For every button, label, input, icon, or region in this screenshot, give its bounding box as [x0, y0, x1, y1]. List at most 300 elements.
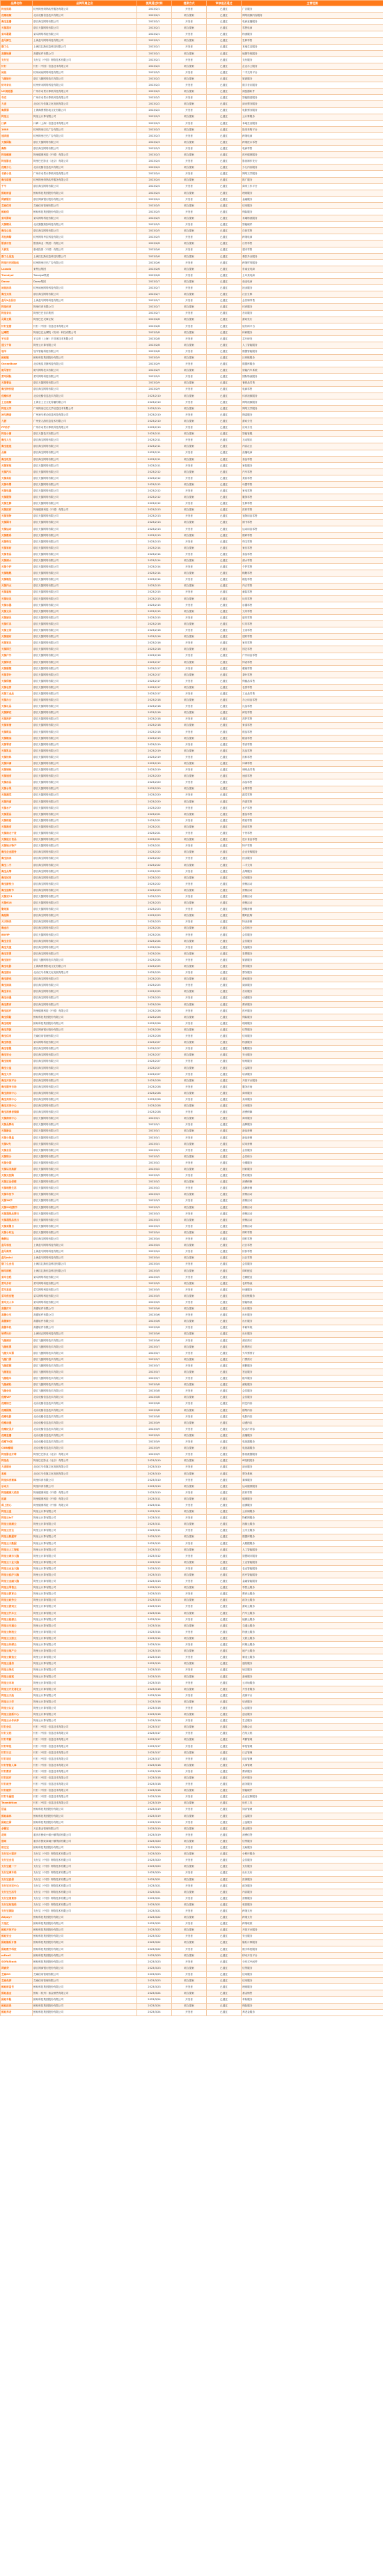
cell-company: 浙江天猫网络有限公司: [33, 25, 137, 31]
cell-status: 已通过: [207, 1882, 242, 1889]
cell-company: 广州阿里巴巴文学信息技术有限公司: [33, 405, 137, 411]
cell-brand: 天猫鲜花: [1, 710, 33, 716]
cell-scope: 健康服务: [242, 1496, 383, 1502]
cell-brand: 天猫文具: [1, 608, 33, 614]
cell-method: 开发者: [172, 1515, 207, 1521]
cell-scope: 运动健康服务: [242, 1483, 383, 1489]
cell-scope: 小程序服务: [242, 1851, 383, 1857]
cell-status: 已通过: [207, 1939, 242, 1946]
table-row: [1, 685, 383, 691]
table-row: [1, 443, 383, 450]
cell-company: 来赞达集团: [33, 266, 137, 272]
cell-brand: 淘宝开放平台: [1, 1077, 33, 1083]
cell-date: 2023/2/3: [137, 146, 172, 152]
table-row: [1, 323, 383, 329]
cell-method: 联合提案: [172, 1267, 207, 1274]
cell-scope: 充值服务: [242, 944, 383, 950]
cell-brand: 芝麻信用: [1, 202, 33, 208]
cell-method: 开发者: [172, 386, 207, 393]
cell-status: 已通过: [207, 76, 242, 82]
table-row: [1, 1286, 383, 1293]
cell-scope: 影视制作发行: [242, 158, 383, 165]
cell-company: 支付宝（中国）网络技术有限公司: [33, 1876, 137, 1882]
table-row: [1, 805, 383, 811]
cell-method: 开发者: [172, 82, 207, 89]
cell-date: 2023/2/22: [137, 881, 172, 887]
cell-brand: 淘宝保险: [1, 1014, 33, 1020]
cell-brand: 相互宝: [1, 1845, 33, 1851]
cell-brand: 天猫U先: [1, 1141, 33, 1147]
cell-brand: 码上放心: [1, 1502, 33, 1509]
cell-status: 已通过: [207, 551, 242, 558]
cell-date: 2023/2/1: [137, 38, 172, 44]
cell-date: 2023/2/26: [137, 1021, 172, 1027]
cell-brand: 优酷VIP: [1, 1394, 33, 1401]
cell-scope: 人工智能服务: [242, 1546, 383, 1553]
cell-scope: 教育服务: [242, 1769, 383, 1775]
table-row: [1, 1610, 383, 1616]
cell-date: 2023/3/6: [137, 1318, 172, 1325]
cell-company: 高德软件有限公司: [33, 1312, 137, 1318]
cell-date: 2023/3/22: [137, 1946, 172, 1952]
cell-status: 已通过: [207, 482, 242, 488]
table-row: [1, 1122, 383, 1128]
cell-brand: 天猫图书: [1, 519, 33, 526]
table-row: [1, 329, 383, 335]
table-row: [1, 1933, 383, 1939]
cell-status: 已通过: [207, 431, 242, 437]
cell-brand: 口碑: [1, 120, 33, 126]
cell-scope: 地图导航服务: [242, 50, 383, 56]
cell-date: 2023/3/4: [137, 1255, 172, 1261]
cell-status: 已通过: [207, 615, 242, 621]
cell-brand: 大润发: [1, 247, 33, 253]
table-row: [1, 1622, 383, 1629]
cell-status: 已通过: [207, 1527, 242, 1534]
cell-method: 联合提案: [172, 608, 207, 614]
cell-status: 已通过: [207, 1813, 242, 1819]
cell-brand: 网商银行: [1, 196, 33, 202]
table-row: [1, 1394, 383, 1401]
cell-date: 2023/3/8: [137, 1388, 172, 1394]
cell-scope: 跨境收款: [242, 1921, 383, 1927]
cell-date: 2023/2/2: [137, 63, 172, 69]
cell-date: 2023/3/18: [137, 1762, 172, 1768]
cell-scope: 箱包零售: [242, 577, 383, 583]
cell-scope: 内衣零售: [242, 583, 383, 589]
cell-brand: 通义千问: [1, 342, 33, 348]
cell-status: 已通过: [207, 855, 242, 862]
table-row: [1, 1077, 383, 1083]
cell-scope: 保健品零售: [242, 678, 383, 684]
cell-brand: 阿里云创新中心: [1, 1712, 33, 1718]
cell-method: 联合提案: [172, 1851, 207, 1857]
cell-date: 2023/3/2: [137, 1153, 172, 1159]
cell-brand: 天猫烘焙: [1, 818, 33, 824]
cell-company: 阿里云计算有限公司: [33, 1692, 137, 1698]
cell-status: 已通过: [207, 703, 242, 710]
cell-company: 浙江天猫网络有限公司: [33, 551, 137, 558]
cell-status: 已通过: [207, 1413, 242, 1419]
cell-brand: 天猫钟表: [1, 659, 33, 665]
cell-company: 浙江天猫网络有限公司: [33, 538, 137, 544]
cell-method: 开发者: [172, 475, 207, 481]
table-row: [1, 830, 383, 837]
cell-method: 联合提案: [172, 1293, 207, 1300]
cell-method: 联合提案: [172, 1458, 207, 1464]
cell-company: 北京猫猫狗狗科技有限公司: [33, 222, 137, 228]
table-row: [1, 1667, 383, 1673]
cell-status: 已通过: [207, 595, 242, 602]
cell-company: 浙江天猫网络有限公司: [33, 1115, 137, 1122]
table-row: [1, 710, 383, 716]
table-row: [1, 13, 383, 19]
table-row: [1, 1071, 383, 1077]
cell-status: 已通过: [207, 729, 242, 735]
cell-status: 已通过: [207, 1039, 242, 1046]
cell-company: 浙江天猫网络有限公司: [33, 1185, 137, 1191]
table-row: [1, 1141, 383, 1147]
cell-date: 2023/3/1: [137, 1141, 172, 1147]
cell-company: 阿里云计算有限公司: [33, 1648, 137, 1654]
cell-scope: 户外用品零售: [242, 653, 383, 659]
cell-method: 开发者: [172, 1337, 207, 1343]
cell-status: 已通过: [207, 1933, 242, 1939]
cell-date: 2023/3/15: [137, 1654, 172, 1661]
cell-brand: 天猫38节: [1, 1198, 33, 1204]
cell-brand: 千牛: [1, 183, 33, 190]
cell-status: 已通过: [207, 1464, 242, 1470]
table-row: [1, 1914, 383, 1921]
cell-scope: 运动用品零售: [242, 526, 383, 532]
cell-date: 2023/2/11: [137, 450, 172, 456]
cell-scope: 培训服务: [242, 1699, 383, 1705]
cell-date: 2023/3/3: [137, 1198, 172, 1204]
cell-scope: 政务服务: [242, 1781, 383, 1788]
cell-scope: 数据库服务: [242, 1534, 383, 1540]
cell-brand: 阿里云文旅云: [1, 1636, 33, 1642]
table-row: [1, 1224, 383, 1230]
cell-scope: 人工智能服务: [242, 342, 383, 348]
cell-scope: 分期服务: [242, 1160, 383, 1166]
cell-date: 2023/2/10: [137, 418, 172, 425]
cell-status: 已通过: [207, 298, 242, 304]
cell-method: 联合提案: [172, 393, 207, 399]
cell-brand: 天猫茶叶: [1, 671, 33, 678]
cell-scope: 内容社区: [242, 443, 383, 450]
cell-brand: 天猫运动: [1, 526, 33, 532]
cell-method: 开发者: [172, 1451, 207, 1458]
cell-company: 钉钉（中国）信息技术有限公司: [33, 1730, 137, 1737]
cell-company: 广州市动景计算机科技有限公司: [33, 171, 137, 177]
cell-date: 2023/2/27: [137, 1071, 172, 1077]
cell-scope: 区块链服务: [242, 355, 383, 361]
cell-company: 阿里云计算有限公司: [33, 1686, 137, 1692]
cell-date: 2023/3/24: [137, 2003, 172, 2009]
cell-date: 2023/3/17: [137, 1749, 172, 1755]
cell-brand: 天猫蔬菜: [1, 792, 33, 798]
cell-company: 杭州闲鱼网络科技有限公司: [33, 69, 137, 75]
cell-scope: 农资零售: [242, 685, 383, 691]
cell-brand: 阿里云传媒云: [1, 1642, 33, 1648]
cell-scope: 眼镜零售: [242, 665, 383, 671]
cell-scope: 网络视频服务: [242, 399, 383, 405]
cell-method: 开发者: [172, 1502, 207, 1509]
cell-brand: 菜鸟直送: [1, 1286, 33, 1293]
table-row: [1, 526, 383, 532]
cell-date: 2023/2/8: [137, 329, 172, 335]
cell-brand: 饿了么星选: [1, 253, 33, 259]
cell-status: 已通过: [207, 837, 242, 843]
header-row: [1, 1, 383, 6]
table-row: [1, 475, 383, 481]
cell-status: 已通过: [207, 38, 242, 44]
cell-date: 2023/3/1: [137, 1128, 172, 1134]
cell-status: 已通过: [207, 1806, 242, 1813]
cell-method: 联合提案: [172, 1546, 207, 1553]
table-row: [1, 209, 383, 215]
cell-method: 开发者: [172, 374, 207, 380]
cell-scope: 票务系统: [242, 1470, 383, 1477]
cell-company: 蚂蚁科技集团股份有限公司: [33, 209, 137, 215]
cell-method: 联合提案: [172, 747, 207, 754]
cell-scope: 本地生活服务: [242, 120, 383, 126]
cell-company: 浙江飞猪网络技术有限公司: [33, 1343, 137, 1350]
cell-status: 已通过: [207, 1185, 242, 1191]
cell-method: 开发者: [172, 196, 207, 202]
cell-scope: 智能汽车系统: [242, 367, 383, 374]
cell-scope: 美妆零售: [242, 475, 383, 481]
cell-status: 已通过: [207, 323, 242, 329]
cell-brand: 淘票票: [1, 107, 33, 114]
cell-date: 2023/3/12: [137, 1559, 172, 1565]
cell-status: 已通过: [207, 1648, 242, 1654]
table-row: [1, 317, 383, 323]
table-row: [1, 583, 383, 589]
cell-brand: 天猫粮油: [1, 735, 33, 741]
table-row: [1, 1984, 383, 1990]
cell-brand: 天猫双11: [1, 894, 33, 900]
table-row: [1, 925, 383, 931]
cell-company: 浙江天猫网络有限公司: [33, 747, 137, 754]
table-row: [1, 963, 383, 970]
cell-status: 已通过: [207, 222, 242, 228]
cell-date: 2023/3/6: [137, 1325, 172, 1331]
cell-scope: 农业智能服务: [242, 1566, 383, 1572]
cell-method: 开发者: [172, 1363, 207, 1369]
cell-brand: 淘宝规则: [1, 1058, 33, 1065]
cell-brand: 蚂蚁庄园: [1, 1819, 33, 1825]
cell-brand: CIBN酷喵: [1, 1445, 33, 1451]
cell-date: 2023/2/5: [137, 234, 172, 241]
cell-scope: 营销活动: [242, 1217, 383, 1223]
cell-scope: 数字音乐服务: [242, 82, 383, 89]
cell-status: 已通过: [207, 1515, 242, 1521]
cell-method: 联合提案: [172, 824, 207, 830]
cell-date: 2023/2/13: [137, 532, 172, 538]
cell-status: 已通过: [207, 349, 242, 355]
cell-method: 开发者: [172, 1134, 207, 1141]
cell-status: 已通过: [207, 1014, 242, 1020]
cell-method: 联合提案: [172, 380, 207, 386]
cell-brand: 天猫618: [1, 900, 33, 906]
cell-brand: 芝麻GO: [1, 1972, 33, 1978]
cell-company: 北京优酷信息技术有限公司: [33, 1394, 137, 1401]
cell-method: 开发者: [172, 919, 207, 925]
cell-company: 浙江飞猪网络技术有限公司: [33, 1350, 137, 1356]
cell-date: 2023/3/3: [137, 1210, 172, 1217]
cell-method: 开发者: [172, 323, 207, 329]
cell-scope: 智能客服: [242, 431, 383, 437]
cell-method: 联合提案: [172, 1306, 207, 1312]
cell-date: 2023/3/10: [137, 1470, 172, 1477]
cell-brand: 天猫家纺: [1, 544, 33, 551]
cell-company: 阿里云计算有限公司: [33, 1546, 137, 1553]
table-row: [1, 1603, 383, 1610]
cell-scope: 玩具零售: [242, 595, 383, 602]
cell-company: 浙江天猫网络有限公司: [33, 837, 137, 843]
table-row: [1, 862, 383, 868]
cell-date: 2023/2/24: [137, 944, 172, 950]
cell-scope: 水产零售: [242, 805, 383, 811]
cell-company: 钉钉（中国）信息技术有限公司: [33, 1800, 137, 1806]
cell-status: 已通过: [207, 957, 242, 963]
cell-company: 阿里云计算有限公司: [33, 1718, 137, 1724]
cell-scope: 营销活动: [242, 1191, 383, 1198]
cell-company: 支付宝（中国）网络技术有限公司: [33, 1889, 137, 1895]
table-row: [1, 779, 383, 786]
table-row: [1, 1280, 383, 1286]
cell-method: 开发者: [172, 335, 207, 342]
table-row: [1, 544, 383, 551]
table-row: [1, 1267, 383, 1274]
table-row: [1, 1566, 383, 1572]
cell-method: 开发者: [172, 944, 207, 950]
cell-method: 开发者: [172, 222, 207, 228]
cell-brand: 阿里云交通云: [1, 1622, 33, 1629]
cell-scope: 度假服务: [242, 1363, 383, 1369]
cell-date: 2023/3/19: [137, 1800, 172, 1806]
cell-scope: 数据库服务: [242, 361, 383, 367]
cell-company: 重庆市蚂蚁商诚小额贷款有限公司: [33, 1838, 137, 1845]
cell-method: 联合提案: [172, 418, 207, 425]
cell-company: 浙江淘宝网络有限公司: [33, 437, 137, 443]
table-row: [1, 488, 383, 494]
table-row: [1, 1369, 383, 1375]
cell-company: 重庆市蚂蚁小微小额贷款有限公司: [33, 1832, 137, 1838]
cell-scope: 赛事服务: [242, 1477, 383, 1483]
cell-method: 联合提案: [172, 1331, 207, 1337]
cell-status: 已通过: [207, 1762, 242, 1768]
cell-status: 已通过: [207, 1864, 242, 1870]
cell-date: 2023/2/24: [137, 957, 172, 963]
cell-date: 2023/2/27: [137, 1039, 172, 1046]
cell-status: 已通过: [207, 1007, 242, 1014]
cell-method: 联合提案: [172, 1737, 207, 1743]
cell-method: 联合提案: [172, 1369, 207, 1375]
cell-status: 已通过: [207, 456, 242, 462]
cell-brand: 淘宝演出: [1, 970, 33, 976]
cell-brand: 天猫礼品: [1, 703, 33, 710]
cell-date: 2023/3/13: [137, 1578, 172, 1585]
cell-method: 联合提案: [172, 963, 207, 970]
cell-scope: 动漫内容: [242, 1419, 383, 1426]
cell-method: 联合提案: [172, 1128, 207, 1134]
cell-date: 2023/2/18: [137, 716, 172, 722]
cell-company: 阿里云计算有限公司: [33, 114, 137, 120]
cell-date: 2023/2/23: [137, 900, 172, 906]
table-row: [1, 678, 383, 684]
cell-method: 开发者: [172, 1933, 207, 1939]
cell-scope: 基金销售: [242, 1990, 383, 1997]
cell-company: 支付宝（中国）网络技术有限公司: [33, 1864, 137, 1870]
table-row: [1, 957, 383, 963]
cell-method: 开发者: [172, 779, 207, 786]
cell-method: 开发者: [172, 1097, 207, 1103]
cell-date: 2023/3/7: [137, 1369, 172, 1375]
cell-company: 阿里云计算有限公司: [33, 1566, 137, 1572]
table-row: [1, 437, 383, 443]
cell-scope: 金融服务: [242, 196, 383, 202]
table-row: [1, 2009, 383, 2015]
cell-method: 开发者: [172, 767, 207, 773]
cell-status: 已通过: [207, 1103, 242, 1109]
table-row: [1, 1204, 383, 1210]
cell-company: 浙江天猫网络有限公司: [33, 773, 137, 779]
cell-scope: 工业品零售: [242, 691, 383, 697]
table-row: [1, 215, 383, 222]
cell-brand: 蚂蚁隐私计算: [1, 1939, 33, 1946]
table-row: [1, 558, 383, 564]
cell-scope: 火车票预订: [242, 1350, 383, 1356]
cell-company: 北京奥星贝斯科技有限公司: [33, 361, 137, 367]
table-row: [1, 1654, 383, 1661]
cell-brand: 天猫分期: [1, 1160, 33, 1166]
cell-scope: 水果零售: [242, 786, 383, 792]
cell-status: 已通过: [207, 919, 242, 925]
cell-scope: 会员服务: [242, 1147, 383, 1153]
cell-status: 已通过: [207, 1267, 242, 1274]
cell-date: 2023/3/10: [137, 1483, 172, 1489]
cell-date: 2023/2/10: [137, 393, 172, 399]
cell-brand: 天猫珠宝: [1, 538, 33, 544]
cell-status: 已通过: [207, 272, 242, 278]
cell-status: 已通过: [207, 247, 242, 253]
cell-date: 2023/2/21: [137, 830, 172, 837]
cell-date: 2023/2/9: [137, 367, 172, 374]
cell-scope: 企业采购服务: [242, 849, 383, 855]
cell-status: 已通过: [207, 805, 242, 811]
cell-date: 2023/2/20: [137, 798, 172, 805]
cell-scope: 理财服务: [242, 1021, 383, 1027]
cell-status: 已通过: [207, 158, 242, 165]
cell-company: 阿里巴巴影业（北京）有限公司: [33, 1451, 137, 1458]
cell-status: 已通过: [207, 1566, 242, 1572]
cell-status: 已通过: [207, 1914, 242, 1921]
cell-scope: 金融智能服务: [242, 1578, 383, 1585]
cell-status: 已通过: [207, 1058, 242, 1065]
cell-method: 开发者: [172, 538, 207, 544]
cell-brand: 平头哥: [1, 335, 33, 342]
cell-method: 联合提案: [172, 1356, 207, 1362]
cell-scope: 社区零售: [242, 1255, 383, 1261]
cell-brand: 淘宝卖家中心: [1, 1097, 33, 1103]
cell-status: 已通过: [207, 241, 242, 247]
cell-company: 浙江天猫网络有限公司: [33, 139, 137, 145]
cell-company: 浙江淘宝网络有限公司: [33, 950, 137, 957]
cell-status: 已通过: [207, 577, 242, 583]
cell-date: 2023/3/8: [137, 1413, 172, 1419]
